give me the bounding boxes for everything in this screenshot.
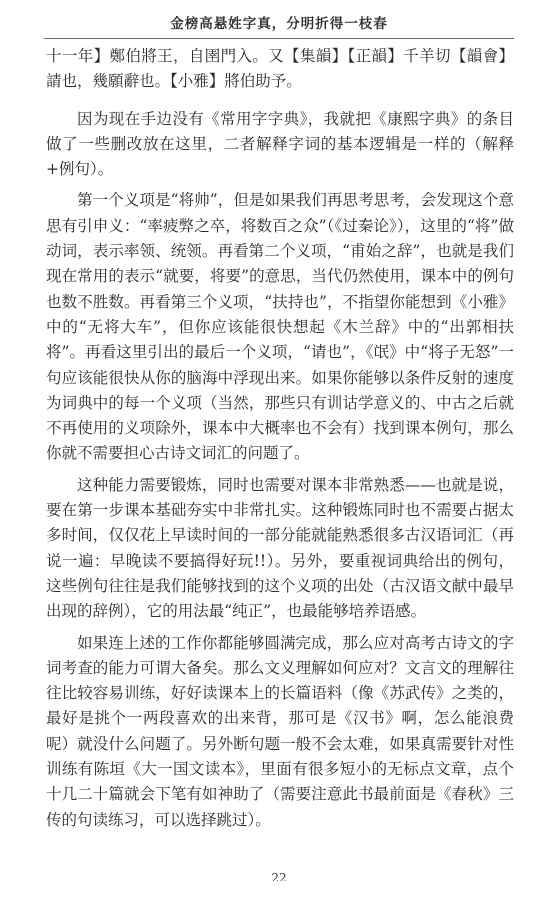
- paragraph-text-comprehension: 如果连上述的工作你都能够圆满完成，那么应对高考古诗文的字词考查的能力可谓大备矣。那么文义理解如何应对？文言文的理解往往比较容易训练，好好读课本上的长篇语料（像《苏武传》之类的，最好是挑个一两段喜欢的出来背，那可是《汉书》啊，怎么能浪费呢）就没什么问题了。另外断句题一般不会太难，如果真需要针对性训练有陈垣《大一国文读本》，里面有很多短小的无标点文章，点个十几二十篇就会下笔有如神助了（需要注意此书最前面是《春秋》三传的句读练习，可以选择跳过）。: [46, 633, 514, 829]
- paragraph-meanings-of-jiang: 第一个义项是“将帅”，但是如果我们再思考思考，会发现这个意思有引申义：“率疲弊之卒，将数百之众”（《过秦论》），这里的“将”做动词，表示率领、统领。再看第二个义项，“甫始之辞”，也就是我们现在常用的表示“就要，将要”的意思，当代仍然使用，课本中的例句也数不胜数。再看第三个义项，“扶持也”，不指望你能想到《小雅》中的“无将大车”，但你应该能很快想起《木兰辞》中的“出郭相扶将”。再看这里引出的最后一个义项，“请也”，《氓》中“将子无怒”一句应该能很快从你的脑海中浮现出来。如果你能够以条件反射的速度为词典中的每一个义项（当然，那些只有训诂学意义的、中古之后就不再使用的义项除外，课本中大概率也不会有）找到课本例句，那么你就不需要担心古诗文词汇的问题了。: [46, 191, 514, 463]
- paragraph-dictionary-note: 因为现在手边没有《常用字字典》，我就把《康熙字典》的条目做了一些删改放在这里，二者解释字词的基本逻辑是一样的（解释+例句）。: [46, 109, 514, 179]
- running-header: 金榜高悬姓字真，分明折得一枝春: [170, 16, 388, 32]
- body-text: [46, 44, 514, 833]
- page-number: 22: [271, 871, 287, 881]
- dictionary-entry-excerpt: 十一年】鄭伯將王，自圉門入。又【集韻】【正韻】千羊切【韻會】請也，幾願辭也。【小雅】將伯助予。: [46, 47, 514, 91]
- paragraph-training-ability: 这种能力需要锻炼，同时也需要对课本非常熟悉——也就是说，要在第一步课本基础夯实中非常扎实。这种锻炼同时也不需要占据太多时间，仅仅花上早读时间的一部分能就能熟悉很多古汉语词汇（再说一遍：早晚读不要搞得好玩!!）。另外，要重视词典给出的例句，这些例句往往是我们能够找到的这个义项的出处（古汉语文献中最早出现的辞例），它的用法最“纯正”，也最能够培养语感。: [46, 475, 514, 621]
- header-divider: [44, 38, 514, 39]
